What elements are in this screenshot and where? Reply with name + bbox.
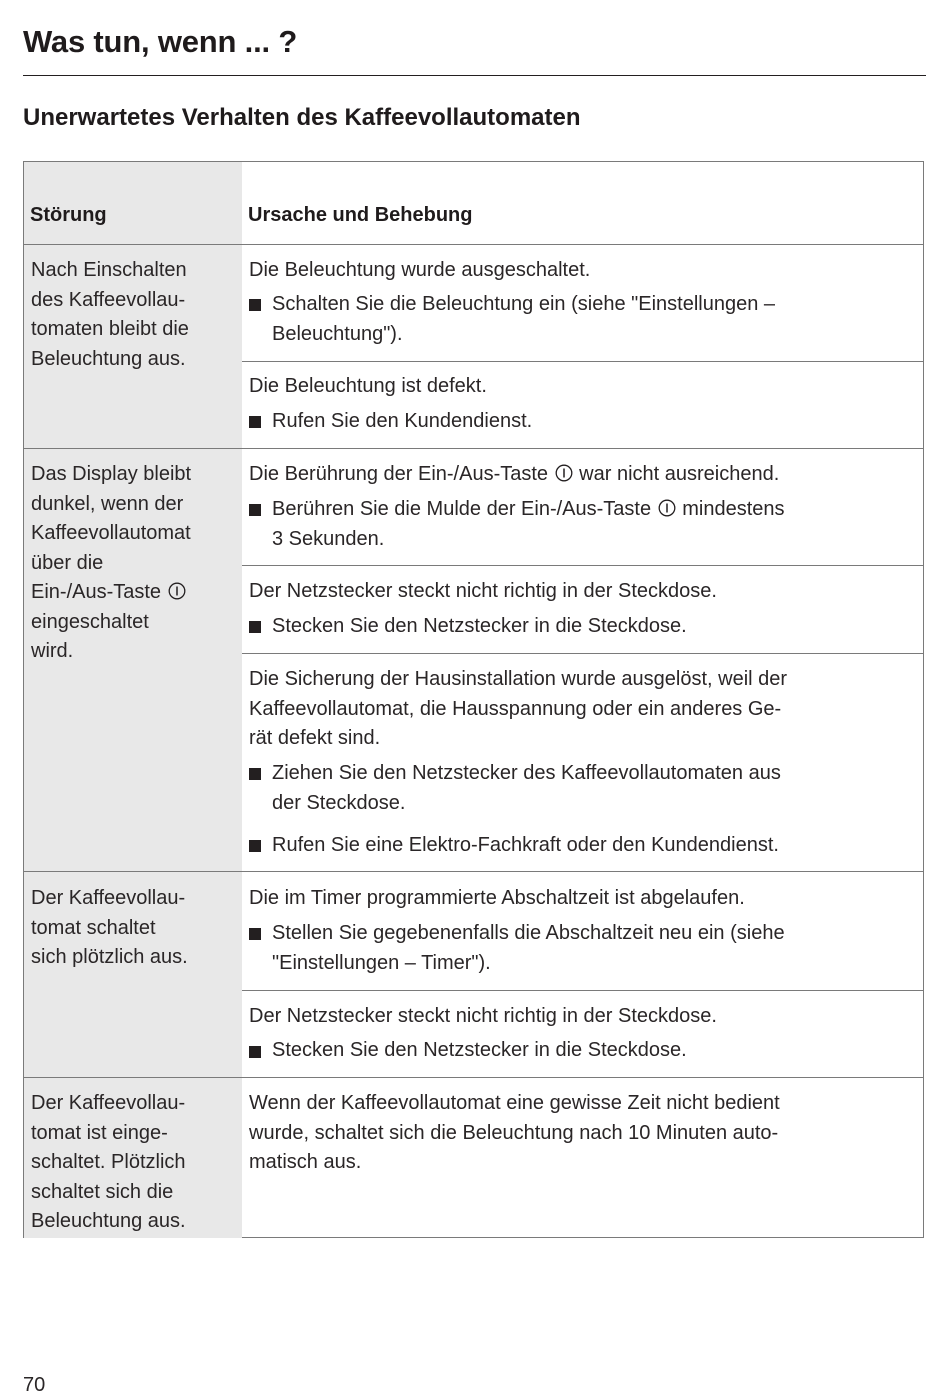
power-icon [168, 582, 186, 600]
row-3-cause-2: Der Netzstecker steckt nicht richtig in der Steckdose. [249, 1005, 717, 1027]
row-divider [24, 448, 923, 449]
bullet-icon [249, 299, 261, 311]
header-fault: Störung [30, 204, 107, 226]
bullet-icon [249, 768, 261, 780]
row-2-action-3: Ziehen Sie den Netzstecker des Kaffeevollautomaten aus der Steckdose. [272, 762, 781, 814]
bullet-icon [249, 416, 261, 428]
subrow-divider [242, 653, 923, 654]
row-2-cause-1: Die Berührung der Ein-/Aus-Taste war nicht ausreichend. [249, 463, 780, 485]
row-4-cause-1: Wenn der Kaffeevollautomat eine gewisse Zeit nicht bedient wurde, schaltet sich die Beleuchtung nach 10 Minuten auto- matisch aus. [249, 1092, 780, 1173]
row-3-fault-text: Der Kaffeevollau- tomat schaltet sich plötzlich aus. [31, 887, 188, 968]
header-fault-cell [24, 162, 242, 244]
row-divider [24, 244, 923, 245]
page-title: Was tun, wenn ... ? [23, 24, 298, 59]
row-2-action-4: Rufen Sie eine Elektro-Fachkraft oder den Kundendienst. [272, 834, 779, 856]
header-cause: Ursache und Behebung [248, 204, 473, 226]
row-1-fault-text: Nach Einschalten des Kaffeevollau- tomaten bleibt die Beleuchtung aus. [31, 259, 189, 370]
bullet-icon [249, 1046, 261, 1058]
row-1-action-1: Schalten Sie die Beleuchtung ein (siehe "Einstellungen – Beleuchtung"). [272, 293, 775, 345]
title-divider [23, 75, 926, 76]
row-divider [24, 1077, 923, 1078]
bullet-icon [249, 928, 261, 940]
bullet-icon [249, 504, 261, 516]
bullet-icon [249, 621, 261, 633]
power-icon [555, 464, 573, 482]
row-3-cause-1: Die im Timer programmierte Abschaltzeit ist abgelaufen. [249, 887, 745, 909]
row-1-action-2: Rufen Sie den Kundendienst. [272, 410, 533, 432]
page-number: 70 [23, 1374, 46, 1396]
row-2-cause-3: Die Sicherung der Hausinstallation wurde ausgelöst, weil der Kaffeevollautomat, die Hausspannung oder ein anderes Ge- rät defekt sind. [249, 668, 788, 749]
row-2-action-1: Berühren Sie die Mulde der Ein-/Aus-Taste mindestens 3 Sekunden. [272, 498, 785, 550]
row-2-cause-2: Der Netzstecker steckt nicht richtig in der Steckdose. [249, 580, 717, 602]
row-3-action-1: Stellen Sie gegebenenfalls die Abschaltzeit neu ein (siehe "Einstellungen – Timer"). [272, 922, 785, 974]
row-2-fault-text: Das Display bleibt dunkel, wenn der Kaffeevollautomat über die Ein-/Aus-Taste eingeschaltet wird. [31, 463, 192, 662]
row-2-action-2: Stecken Sie den Netzstecker in die Steckdose. [272, 615, 687, 637]
row-divider [24, 871, 923, 872]
subrow-divider [242, 990, 923, 991]
row-1-cause-2: Die Beleuchtung ist defekt. [249, 375, 487, 397]
section-title: Unerwartetes Verhalten des Kaffeevollautomaten [23, 104, 581, 131]
troubleshooting-table [23, 161, 924, 1238]
subrow-divider [242, 565, 923, 566]
bullet-icon [249, 840, 261, 852]
subrow-divider [242, 361, 923, 362]
row-4-fault-text: Der Kaffeevollau- tomat ist einge- schaltet. Plötzlich schaltet sich die Beleuchtung aus. [31, 1092, 186, 1232]
row-1-cause-1: Die Beleuchtung wurde ausgeschaltet. [249, 259, 591, 281]
row-3-action-2: Stecken Sie den Netzstecker in die Steckdose. [272, 1039, 687, 1061]
power-icon [658, 499, 676, 517]
